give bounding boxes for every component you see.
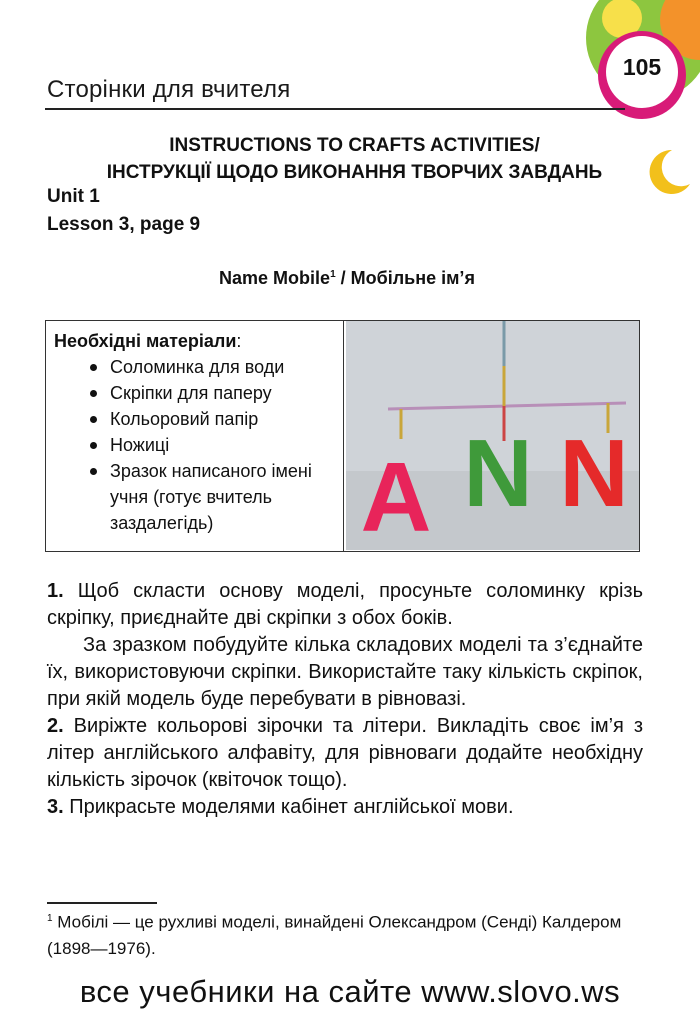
activity-title (47, 268, 647, 289)
photo-letter-a: A (360, 442, 432, 550)
instructions-body (47, 578, 643, 821)
materials-cell (46, 321, 344, 551)
materials-item: Зразок написаного імені учня (готує вчитель заздалегідь) (54, 458, 343, 536)
photo-letter-n: N (559, 420, 629, 527)
materials-table (45, 320, 640, 552)
materials-heading-colon: : (236, 331, 242, 351)
step-number: 3. (47, 796, 64, 818)
materials-item: Скріпки для паперу (54, 380, 343, 406)
step-text: Щоб скласти основу моделі, просуньте соломинку крізь скріпку, приєднайте дві скріпки з обох боків. (47, 580, 643, 629)
step-text: За зразком побудуйте кілька складових моделі та з’єднайте їх, використовуючи скріпки. Використайте таку кількість скріпок, при якій модель буде перебувати в рівновазі. (47, 634, 643, 710)
step-1-continuation (47, 632, 643, 713)
footnote-text: Мобілі — це рухливі моделі, винайдені Олександром (Сенді) Калдером (1898—1976). (47, 912, 622, 958)
step-text: Виріжте кольорові зірочки та літери. Викладіть своє ім’я з літер англійського алфавіту, для рівноваги додайте необхідну кількість зірочок (квіточок тощо). (47, 715, 643, 791)
name-mobile-photo (346, 321, 639, 550)
footnote-reference: 1 (330, 269, 336, 280)
footnote (47, 906, 647, 962)
header-title: Сторінки для вчителя (47, 76, 291, 103)
title-line-english: INSTRUCTIONS TO CRAFTS ACTIVITIES/ (169, 135, 540, 156)
step-1 (47, 578, 643, 632)
photo-letter-n: N (463, 420, 533, 527)
step-number: 2. (47, 715, 64, 737)
instructions-title (47, 132, 662, 186)
materials-item: Кольоровий папір (54, 406, 343, 432)
step-text: Прикрасьте моделями кабінет англійської мови. (63, 796, 514, 818)
materials-item: Соломинка для води (54, 354, 343, 380)
footnote-mark: 1 (47, 913, 53, 924)
footnote-divider (47, 902, 157, 904)
step-2 (47, 713, 643, 794)
activity-title-ukrainian: / Мобільне ім’я (335, 268, 475, 288)
step-number: 1. (47, 580, 64, 602)
unit-label: Unit 1 (47, 186, 100, 207)
footer-banner: все учебники на сайте www.slovo.ws (79, 974, 621, 1009)
header-divider (45, 108, 625, 110)
materials-heading (54, 328, 343, 354)
activity-title-english: Name Mobile (219, 268, 331, 288)
page-number: 105 (622, 54, 662, 80)
step-3 (47, 794, 643, 821)
title-line-ukrainian: ІНСТРУКЦІЇ ЩОДО ВИКОНАННЯ ТВОРЧИХ ЗАВДАНЬ (106, 162, 603, 183)
materials-list (54, 354, 343, 536)
materials-item: Ножиці (54, 432, 343, 458)
lesson-label: Lesson 3, page 9 (47, 214, 201, 235)
materials-heading-text: Необхідні матеріали (54, 331, 237, 351)
